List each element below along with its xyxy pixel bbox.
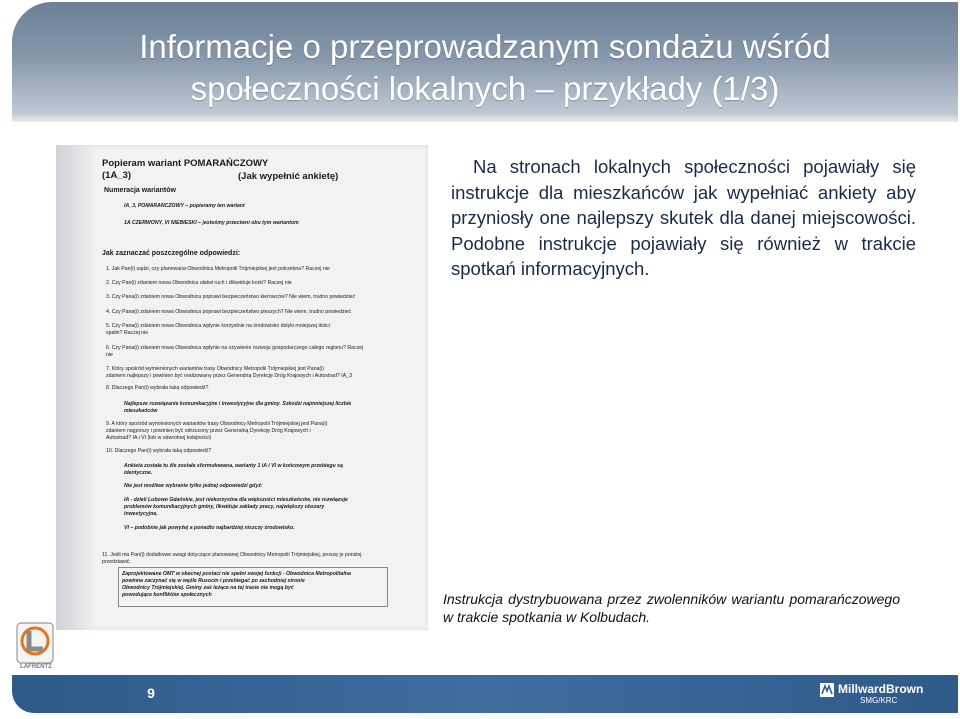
scan-header-right: (Jak wypełnić ankietę) [238, 171, 339, 182]
scan-a10a: Ankieta została tu źle została sformułowana, warianty 1 iA i VI w końcowym przebiegu są [124, 463, 343, 469]
scan-a8a: Najlepsze rozwiązanie komunikacyjne i inwestycyjne dla gminy. Szkodzi najmniejszej liczbie [124, 401, 352, 407]
scan-variant-support: IA_3, POMARAŃCZOWY – popieramy ten wariant [124, 203, 245, 209]
logo-text: LAFRENTZ [20, 664, 52, 670]
brand-subtitle: SMG/KRC [860, 696, 898, 705]
scan-a11b: powinna zaczynać się w węźle Rusocin i przebiegać po zachodniej stronie [122, 578, 305, 584]
scan-q4: 4. Czy Pana(i) zdaniem nowa Obwodnica poprawi bezpieczeństwo pieszych? Nie wiem, trudno powiedzieć [106, 309, 352, 315]
scan-a10d: IA - dzieli Lubowo Gdańskie, jest niekorzystna dla większości mieszkańców, nie rozwiązuje [124, 497, 348, 503]
scan-a11d: powodujące konfliktów społecznych [122, 592, 212, 598]
brand-mark-icon [820, 683, 834, 697]
scan-q5a: 5. Czy Pana(i) zdaniem nowa Obwodnica wpłynie korzystnie na środowisko dzięki mniejszej ilości [106, 323, 331, 329]
scan-variant-oppose: 1A CZERWONY, VI NIEBIESKI – jesteśmy przeciwni obu tym wariantom [124, 220, 299, 226]
scan-a10c: Nie jest możliwe wybranie tylko jednej odpowiedzi gdyż: [124, 483, 263, 489]
scan-q9a: 9. A który spośród wymienionych wariantów trasy Obwodnicy Metropolii Trójmiejskiej jest Pana(i) [106, 421, 328, 427]
scan-q3: 3. Czy Pana(i) zdaniem nowa Obwodnica poprawi bezpieczeństwo kierowców? Nie wiem, trudno powiedzieć [106, 294, 356, 300]
slide-footer [12, 675, 958, 713]
scan-q6b: nie [106, 352, 113, 358]
body-text: Na stronach lokalnych społeczności pojawiały się instrukcje dla mieszkańców jak wypełniać ankiety aby przyniosły one najlepszy skutek dla danej miejscowości. Podobne instrukcje pojawiały się również w trakcie spotkań informacyjnych. [451, 156, 916, 279]
page-number: 9 [147, 685, 155, 701]
scan-q6a: 6. Czy Pana(i) zdaniem nowa Obwodnica wpłynie na ożywienie rozwoju gospodarczego całego regionu? Raczej [106, 345, 364, 351]
slide-header [12, 2, 958, 122]
scan-shadow-strip [56, 145, 96, 630]
scan-q1: 1. Jak Pan(i) sądzi, czy planowana Obwodnica Metropolii Trójmiejskiej jest potrzebna? Raczej nie [106, 266, 330, 272]
slide-body-paragraph [451, 154, 916, 282]
title-line-2: społeczności lokalnych – przykłady (1/3) [190, 70, 780, 107]
scan-q7b: zdaniem najlepszy i powinien być realizowany przez Generalną Dyrekcję Dróg Krajowych i Autostrad? IA_3 [106, 373, 352, 379]
scan-a8b: mieszkańców [124, 408, 158, 414]
scan-a10e: problemów komunikacyjnych gminy, likwiduje zakłady pracy, największy obszary [124, 504, 325, 510]
lafrentz-logo-icon [16, 622, 54, 664]
scan-a10f: inwestycyjne, [124, 511, 158, 517]
scan-a11c: Obwodnicy Trójmiejskiej. Gminy zaś leżące na tej trasie nie mogą być [122, 585, 294, 591]
scan-q9b: zdaniem najgorszy i powinien być odrzucony przez Generalną Dyrekcję Dróg Krajowych i [106, 428, 311, 434]
brand-logo [820, 681, 930, 707]
slide-title [12, 26, 958, 110]
scan-header-line-2: (1A_3) [102, 170, 132, 181]
scan-numbering-title: Numeracja wariantów [104, 187, 176, 194]
scan-a11a: Zaprojektowane OMT w obecnej postaci nie spełni swojej funkcji - Obwodnica Metropolitalna [122, 571, 351, 577]
scan-header-line-1: Popieram wariant POMARAŃCZOWY [102, 158, 269, 169]
scan-q7a: 7. Który spośród wymienionych wariantów trasy Obwodnicy Metropolii Trójmiejskiej jest Pana(i) [106, 366, 324, 372]
scan-answers-title: Jak zaznaczać poszczególne odpowiedzi: [102, 250, 241, 257]
title-line-1: Informacje o przeprowadzanym sondażu wśród [139, 28, 831, 65]
scan-q10: 10. Dlaczego Pan(i) wybrała taką odpowiedź? [106, 448, 212, 454]
brand-name: MillwardBrown [838, 682, 924, 696]
scan-q11b: przedstawić. [102, 559, 131, 565]
scan-q11a: 11. Jeśli ma Pan(i) dodatkowe uwagi dotyczące planowanej Obwodnicy Metropolii Trójmiejskiej, proszę je poniżej [102, 552, 362, 558]
scan-a10b: identyczne. [124, 470, 153, 476]
scan-q8: 8. Dlaczego Pan(i) wybrała taką odpowiedź? [106, 385, 209, 391]
scan-a10g: VI – podobnie jak powyżej a ponadto najbardziej niszczy środowisko. [124, 525, 295, 531]
scanned-instruction-sheet [56, 145, 428, 630]
scan-q9c: Autostrad? IA i VI (lub w odwrotnej kolejności) [106, 435, 212, 441]
scan-q2: 2. Czy Pan(i) zdaniem nowa Obwodnica ułatwi ruch i zlikwiduje korki? Raczej nie [106, 280, 292, 286]
scan-q5b: spalin? Raczej nie [106, 330, 149, 336]
image-caption: Instrukcja dystrybuowana przez zwolenników wariantu pomarańczowego w trakcie spotkania w Kolbudach. [443, 591, 900, 625]
